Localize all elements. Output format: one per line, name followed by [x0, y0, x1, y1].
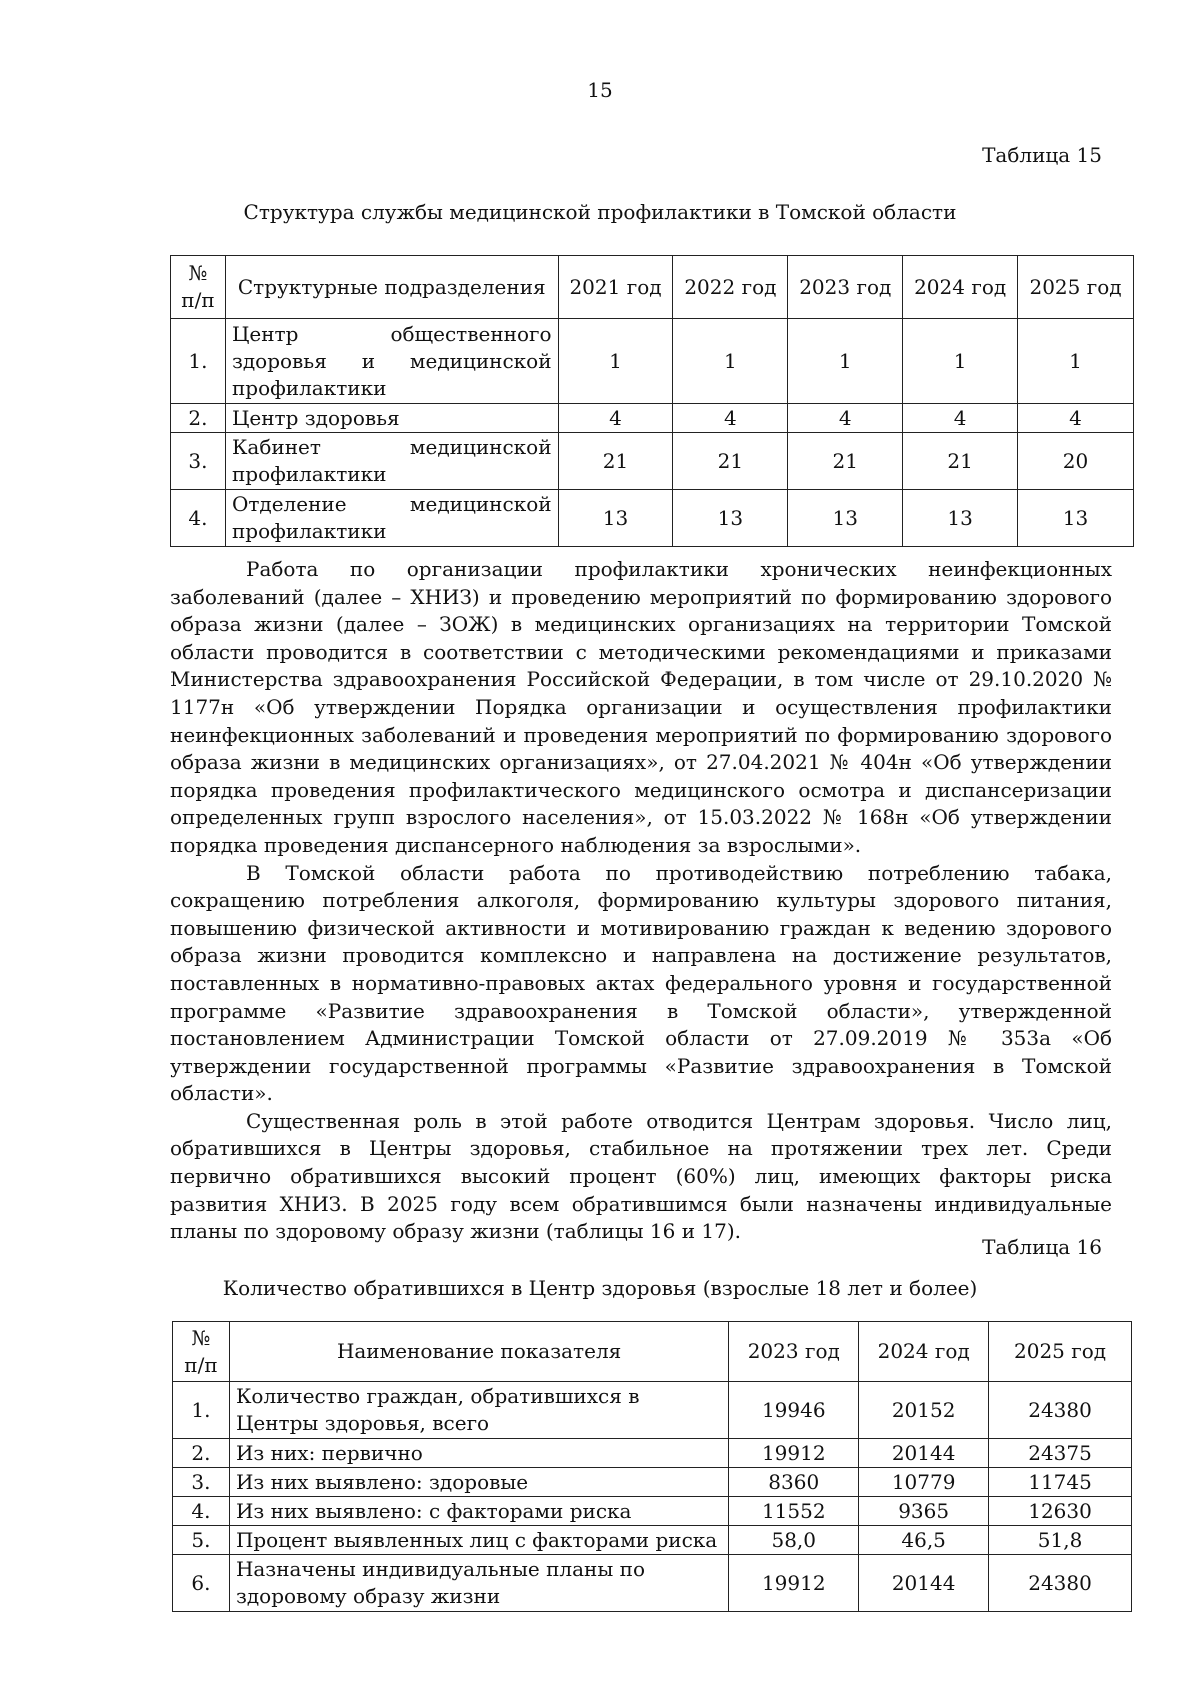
value-cell: 24380	[989, 1555, 1132, 1612]
value-cell: 1	[903, 319, 1018, 404]
body-text	[170, 556, 1112, 1246]
value-cell: 9365	[859, 1497, 989, 1526]
paragraph: Работа по организации профилактики хронических неинфекционных заболеваний (далее – ХНИЗ) и проведению мероприятий по формированию здорового образа жизни (далее – ЗОЖ) в медицинских организациях на территории Томской области проводится в соответствии с методическими рекомендациями и приказами Министерства здравоохранения Российской Федерации, в том числе от 29.10.2020 № 1177н «Об утверждении Порядка организации и осуществления профилактики неинфекционных заболеваний и проведения мероприятий по формированию здорового образа жизни в медицинских организациях», от 27.04.2021 № 404н «Об утверждении порядка проведения профилактического медицинского осмотра и диспансеризации определенных групп взрослого населения», от 15.03.2022 № 168н «Об утверждении порядка проведения диспансерного наблюдения за взрослыми».	[170, 557, 1112, 857]
page-number: 15	[587, 78, 613, 102]
value-cell: 20144	[859, 1555, 989, 1612]
value-cell: 4	[788, 404, 903, 433]
row-number: 4.	[173, 1497, 230, 1526]
value-cell: 21	[673, 433, 788, 490]
row-name: Центр общественного здоровья и медицинской профилактики	[225, 319, 558, 404]
row-name: Из них выявлено: здоровые	[229, 1468, 728, 1497]
paragraph: Существенная роль в этой работе отводится Центрам здоровья. Число лиц, обратившихся в Центры здоровья, стабильное на протяжении трех лет. Среди первично обратившихся высокий процент (60%) лиц, имеющих факторы риска развития ХНИЗ. В 2025 году всем обратившимся были назначены индивидуальные планы по здоровому образу жизни (таблицы 16 и 17).	[170, 1108, 1112, 1244]
row-name: Процент выявленных лиц с факторами риска	[229, 1526, 728, 1555]
header-cell: 2024 год	[903, 256, 1018, 319]
value-cell: 19912	[729, 1439, 859, 1468]
header-cell: 2021 год	[558, 256, 673, 319]
value-cell: 1	[558, 319, 673, 404]
row-name: Из них выявлено: с факторами риска	[229, 1497, 728, 1526]
row-number: 1.	[171, 319, 226, 404]
table-row	[173, 1497, 1132, 1526]
value-cell: 24380	[989, 1382, 1132, 1439]
header-cell: 2025 год	[989, 1322, 1132, 1382]
value-cell: 10779	[859, 1468, 989, 1497]
row-number: 4.	[171, 490, 226, 547]
value-cell: 24375	[989, 1439, 1132, 1468]
row-number: 2.	[173, 1439, 230, 1468]
value-cell: 4	[673, 404, 788, 433]
table-row	[173, 1526, 1132, 1555]
table-15-caption: Структура службы медицинской профилактики в Томской области	[243, 200, 957, 224]
value-cell: 21	[788, 433, 903, 490]
value-cell: 8360	[729, 1468, 859, 1497]
row-number: 3.	[173, 1468, 230, 1497]
table-row	[171, 319, 1134, 404]
row-name: Отделение медицинской профилактики	[225, 490, 558, 547]
table-row	[173, 1468, 1132, 1497]
value-cell: 4	[903, 404, 1018, 433]
table-header-row	[171, 256, 1134, 319]
header-cell: № п/п	[173, 1322, 230, 1382]
value-cell: 1	[788, 319, 903, 404]
value-cell: 19946	[729, 1382, 859, 1439]
header-cell: 2023 год	[788, 256, 903, 319]
value-cell: 21	[903, 433, 1018, 490]
header-cell: Наименование показателя	[229, 1322, 728, 1382]
header-cell: 2022 год	[673, 256, 788, 319]
value-cell: 19912	[729, 1555, 859, 1612]
value-cell: 13	[1018, 490, 1134, 547]
value-cell: 51,8	[989, 1526, 1132, 1555]
table-header-row	[173, 1322, 1132, 1382]
value-cell: 13	[673, 490, 788, 547]
value-cell: 13	[558, 490, 673, 547]
table-16	[172, 1321, 1132, 1612]
table-row	[171, 490, 1134, 547]
value-cell: 1	[673, 319, 788, 404]
row-number: 5.	[173, 1526, 230, 1555]
value-cell: 1	[1018, 319, 1134, 404]
row-name: Центр здоровья	[225, 404, 558, 433]
row-name: Из них: первично	[229, 1439, 728, 1468]
header-cell: 2023 год	[729, 1322, 859, 1382]
table-15-label: Таблица 15	[982, 143, 1102, 167]
value-cell: 4	[558, 404, 673, 433]
table-row	[173, 1555, 1132, 1612]
value-cell: 20152	[859, 1382, 989, 1439]
value-cell: 4	[1018, 404, 1134, 433]
table-row	[173, 1439, 1132, 1468]
row-number: 6.	[173, 1555, 230, 1612]
table-row	[171, 433, 1134, 490]
value-cell: 46,5	[859, 1526, 989, 1555]
value-cell: 13	[903, 490, 1018, 547]
value-cell: 11552	[729, 1497, 859, 1526]
header-cell: Структурные подразделения	[225, 256, 558, 319]
value-cell: 20	[1018, 433, 1134, 490]
row-name: Кабинет медицинской профилактики	[225, 433, 558, 490]
table-16-caption: Количество обратившихся в Центр здоровья (взрослые 18 лет и более)	[222, 1276, 978, 1300]
row-number: 3.	[171, 433, 226, 490]
row-name: Количество граждан, обратившихся в Центры здоровья, всего	[229, 1382, 728, 1439]
header-cell: 2025 год	[1018, 256, 1134, 319]
value-cell: 58,0	[729, 1526, 859, 1555]
value-cell: 11745	[989, 1468, 1132, 1497]
row-number: 2.	[171, 404, 226, 433]
row-name: Назначены индивидуальные планы по здоровому образу жизни	[229, 1555, 728, 1612]
value-cell: 12630	[989, 1497, 1132, 1526]
value-cell: 20144	[859, 1439, 989, 1468]
header-cell: 2024 год	[859, 1322, 989, 1382]
value-cell: 13	[788, 490, 903, 547]
row-number: 1.	[173, 1382, 230, 1439]
table-16-label: Таблица 16	[982, 1235, 1102, 1259]
table-row	[173, 1382, 1132, 1439]
table-row	[171, 404, 1134, 433]
paragraph: В Томской области работа по противодействию потреблению табака, сокращению потребления алкоголя, формированию культуры здорового питания, повышению физической активности и мотивированию граждан к ведению здорового образа жизни проводится комплексно и направлена на достижение результатов, поставленных в нормативно-правовых актах федерального уровня и государственной программе «Развитие здравоохранения в Томской области», утвержденной постановлением Администрации Томской области от 27.09.2019 № 353а «Об утверждении государственной программы «Развитие здравоохранения в Томской области».	[170, 860, 1112, 1106]
value-cell: 21	[558, 433, 673, 490]
header-cell: № п/п	[171, 256, 226, 319]
table-15	[170, 255, 1134, 547]
